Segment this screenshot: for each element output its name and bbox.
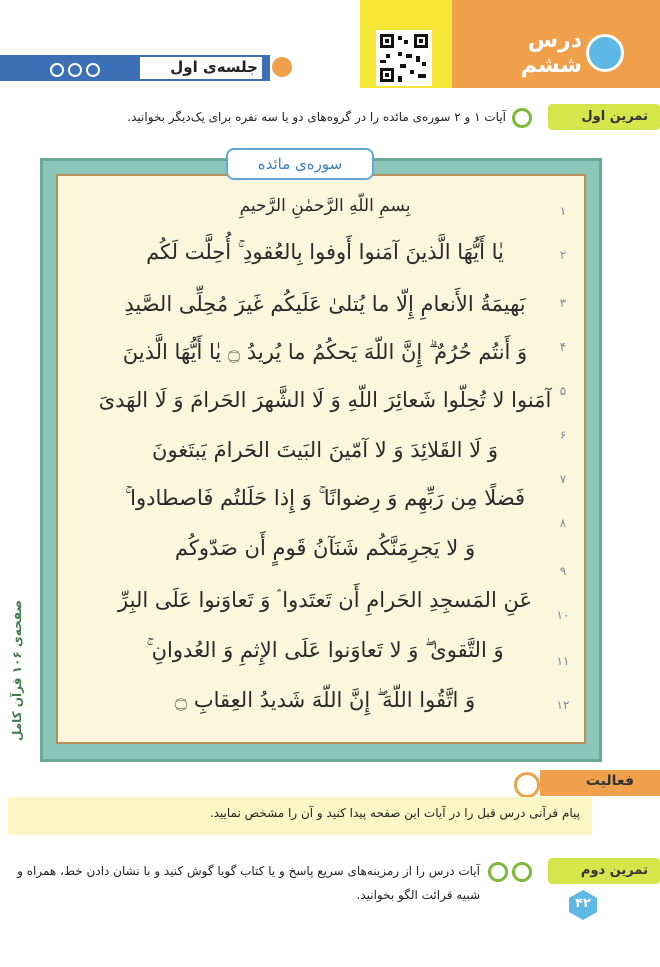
line-number: ۲ bbox=[559, 248, 567, 262]
dot-icon bbox=[68, 63, 82, 77]
lesson-badge-icon bbox=[586, 34, 624, 72]
verse-line: وَ التَّقویٰ ۖ وَ لا تَعاوَنوا عَلَی الإِثمِ وَ العُدوانِ ۚ bbox=[146, 638, 504, 662]
line-number: ۹ bbox=[559, 564, 567, 578]
session-title: جلسه‌ی اول bbox=[170, 58, 258, 76]
page-number: ۴۲ bbox=[575, 896, 591, 911]
ring-icon bbox=[514, 772, 540, 798]
session-dots bbox=[50, 62, 104, 81]
line-number: ۳ bbox=[559, 296, 567, 310]
line-number: ۶ bbox=[559, 428, 567, 442]
line-number: ۵ bbox=[559, 384, 567, 398]
surah-title: سوره‌ی مائده bbox=[226, 148, 374, 180]
exercise2-instruction-line2: شبیه قرائت الگو بخوانید. bbox=[356, 888, 480, 902]
bismillah: بِسمِ اللّهِ الرَّحمٰنِ الرَّحیمِ bbox=[239, 196, 411, 216]
line-number: ۷ bbox=[559, 472, 567, 486]
activity-text: پیام قرآنی درس قبل را در آیات این صفحه پیدا کنید و آن را مشخص نمایید. bbox=[209, 806, 580, 820]
exercise1-label: تمرین اول bbox=[581, 109, 648, 124]
line-number: ۱۰ bbox=[556, 608, 570, 622]
line-number: ۱۲ bbox=[556, 698, 570, 712]
verse-line: وَ لَا القَلائِدَ وَ لا آمّینَ البَیتَ الحَرامَ یَبتَغونَ bbox=[152, 438, 498, 462]
verse-line: بَهیمَةُ الأَنعامِ إِلّا ما یُتلیٰ عَلَیکُم غَیرَ مُحِلِّی الصَّیدِ bbox=[124, 292, 526, 316]
line-number: ۴ bbox=[559, 340, 567, 354]
verse-line: وَ أَنتُم حُرُمٌ ۗ إِنَّ اللّهَ یَحکُمُ ما یُریدُ ۝ یٰا أَیُّهَا الَّذینَ bbox=[122, 340, 528, 364]
exercise2-instruction-line1: آیات درس را از رمزینه‌های سریع پاسخ و یا کتاب گویا گوش کنید و با نشان دادن خط، همراه و bbox=[17, 864, 480, 878]
line-number: ۸ bbox=[559, 516, 567, 530]
exercise2-label: تمرین دوم bbox=[580, 863, 648, 878]
verse-line: فَضلًا مِن رَبِّهِم وَ رِضوانًا ۚ وَ إِذا حَلَلتُم فَاصطادوا ۚ bbox=[124, 486, 526, 510]
line-number: ۱ bbox=[559, 204, 567, 218]
ring-icon bbox=[512, 862, 532, 882]
verse-line: یٰا أَیُّهَا الَّذینَ آمَنوا أَوفوا بِالعُقودِ ۚ أُحِلَّت لَکُم bbox=[146, 240, 504, 264]
side-note: صفحه‌ی ۱۰۶ قرآن کامل bbox=[10, 600, 24, 741]
verse-line: وَ اتَّقُوا اللّهَ ۖ إِنَّ اللّهَ شَدیدُ العِقابِ ۝ bbox=[174, 688, 476, 712]
dot-icon bbox=[50, 63, 64, 77]
verse-line: عَنِ المَسجِدِ الحَرامِ أَن تَعتَدوا ۘ وَ تَعاوَنوا عَلَی البِرِّ bbox=[118, 588, 532, 612]
qr-code[interactable] bbox=[376, 30, 432, 86]
orange-circle-icon bbox=[272, 57, 292, 77]
verse-line: وَ لا یَجرِمَنَّکُم شَنَآنُ قَومٍ أَن صَدّوکُم bbox=[174, 536, 476, 560]
ring-icon bbox=[488, 862, 508, 882]
ring-icon bbox=[512, 108, 532, 128]
activity-label: فعالیت bbox=[585, 773, 634, 789]
dot-icon bbox=[86, 63, 100, 77]
line-number: ۱۱ bbox=[556, 654, 570, 668]
exercise1-instruction: آیات ۱ و ۲ سوره‌ی مائده را در گروه‌های دو یا سه نفره برای یک‌دیگر بخوانید. bbox=[127, 110, 506, 124]
lesson-title: درس ششم bbox=[520, 28, 582, 78]
verse-line: آمَنوا لا تُحِلّوا شَعائِرَ اللّهِ وَ لَا الشَّهرَ الحَرامَ وَ لَا الهَدیَ bbox=[98, 388, 552, 412]
